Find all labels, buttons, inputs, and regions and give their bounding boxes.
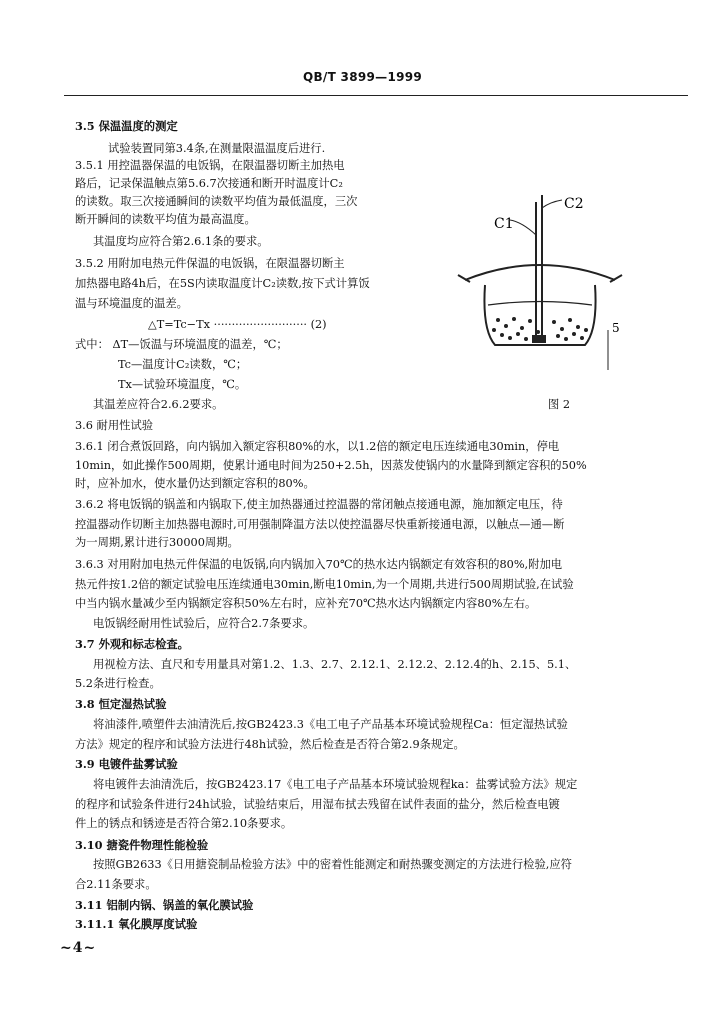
label-c1: C1 bbox=[494, 216, 514, 232]
water-line bbox=[488, 302, 592, 306]
text-line: Tc—温度计C₂读数，℃； bbox=[118, 358, 248, 371]
text-line: 控温器动作切断主加热器电源时,可用强制降温方法以使控温器尽快重新接通电源，以触点—通—断 bbox=[75, 518, 565, 531]
section-heading-3-6: 3.6 耐用性试验 bbox=[75, 419, 154, 432]
text-line: 5.2条进行检查。 bbox=[75, 677, 161, 690]
section-heading-3-11-1: 3.11.1 氧化膜厚度试验 bbox=[75, 917, 198, 931]
text-line: 其温度均应符合第2.6.1条的要求。 bbox=[93, 235, 269, 248]
label-dimension: 5 bbox=[612, 321, 620, 335]
section-heading-3-11: 3.11 铝制内锅、锅盖的氧化膜试验 bbox=[75, 898, 254, 912]
text-line: 3.5.2 用附加电热元件保温的电饭锅，在限温器切断主 bbox=[75, 257, 345, 270]
rice-cooker-figure bbox=[450, 180, 630, 380]
text-line: 断开瞬间的读数平均值为最高温度。 bbox=[75, 213, 256, 226]
text-line: 路后，记录保温触点第5.6.7次接通和断开时温度计C₂ bbox=[75, 177, 343, 190]
text-line: 件上的锈点和锈迹是否符合第2.10条要求。 bbox=[75, 817, 293, 830]
section-heading-3-10: 3.10 搪瓷件物理性能检验 bbox=[75, 838, 209, 852]
text-line: 10min，如此操作500周期，使累计通电时间为250+2.5h，因蒸发使锅内的水量降到额定容积的50% bbox=[75, 459, 587, 472]
text-line: 方法》规定的程序和试验方法进行48h试验，然后检查是否符合第2.9条规定。 bbox=[75, 738, 465, 751]
leader-c1 bbox=[510, 220, 536, 235]
text-line: 加热器电路4h后，在5S内读取温度计C₂读数,按下式计算饭 bbox=[75, 277, 370, 290]
text-line: Tx—试验环境温度，℃。 bbox=[118, 378, 247, 391]
header-title: QB/T 3899—1999 bbox=[302, 70, 423, 84]
section-heading-3-8: 3.8 恒定湿热试验 bbox=[75, 697, 167, 711]
text-line: 用视检方法、直尺和专用量具对第1.2、1.3、2.7、2.12.1、2.12.2、2.12.4的h、2.15、5.1、 bbox=[93, 658, 577, 671]
text-line: 温与环境温度的温差。 bbox=[75, 297, 188, 310]
text-line: 时，应补加水，使水量仍达到额定容积的80%。 bbox=[75, 477, 315, 490]
text-line: 将电镀件去油清洗后，按GB2423.17《电工电子产品基本环境试验规程ka：盐雾试验方法》规定 bbox=[93, 778, 578, 791]
text-line: 为一周期,累计进行30000周期。 bbox=[75, 536, 239, 549]
thermometer-bulb bbox=[532, 335, 546, 343]
formula-2: △T=Tc−Tx ·························· (2) bbox=[148, 318, 327, 331]
text-line: 中当内锅水量减少至内锅额定容积50%左右时，应补充70℃热水达内锅额定内容80%左右。 bbox=[75, 597, 537, 610]
pot-lid bbox=[465, 265, 615, 280]
text-line: 的程序和试验条件进行24h试验，试验结束后，用湿布拭去残留在试件表面的盐分，然后检查电镀 bbox=[75, 798, 560, 811]
header-rule bbox=[64, 95, 688, 96]
text-line: 3.5.1 用控温器保温的电饭锅，在限温器切断主加热电 bbox=[75, 159, 345, 172]
text-line: 3.6.2 将电饭锅的锅盖和内锅取下,使主加热器通过控温器的常闭触点接通电源，施加额定电压，待 bbox=[75, 498, 563, 511]
page-number: ~4~ bbox=[60, 940, 97, 956]
text-line: 热元件按1.2倍的额定试验电压连续通电30min,断电10min,为一个周期,共进行500周期试验,在试验 bbox=[75, 578, 574, 591]
text-line: 3.6.1 闭合煮饭回路，向内锅加入额定容积80%的水，以1.2倍的额定电压连续通电30min，停电 bbox=[75, 440, 560, 453]
figure-caption: 图 2 bbox=[548, 398, 571, 411]
leader-c2 bbox=[542, 200, 562, 208]
text-line: 试验装置同第3.4条,在测量限温温度后进行. bbox=[108, 142, 326, 155]
text-line: 的读数。取三次接通瞬间的读数平均值为最低温度，三次 bbox=[75, 195, 358, 208]
section-heading-3-5: 3.5 保温温度的测定 bbox=[75, 119, 178, 133]
pot-handles bbox=[458, 275, 622, 282]
label-c2: C2 bbox=[564, 196, 584, 212]
text-line: 3.6.3 对用附加电热元件保温的电饭锅,向内锅加入70℃的热水达内锅额定有效容积的80%,附加电 bbox=[75, 558, 563, 571]
text-line: 合2.11条要求。 bbox=[75, 878, 157, 891]
text-line: 式中： ΔT—饭温与环境温度的温差，℃； bbox=[75, 338, 288, 351]
section-heading-3-9: 3.9 电镀件盐雾试验 bbox=[75, 757, 178, 771]
section-heading-3-7: 3.7 外观和标志检查。 bbox=[75, 637, 189, 651]
text-line: 电饭锅经耐用性试验后，应符合2.7条要求。 bbox=[93, 617, 315, 630]
text-line: 将油漆件,喷塑件去油清洗后,按GB2423.3《电工电子产品基本环境试验规程Ca：恒定湿热试验 bbox=[93, 718, 568, 731]
text-line: 其温差应符合2.6.2要求。 bbox=[93, 398, 224, 411]
text-line: 按照GB2633《日用搪瓷制品检验方法》中的密着性能测定和耐热骤变测定的方法进行检验,应符 bbox=[93, 858, 572, 871]
